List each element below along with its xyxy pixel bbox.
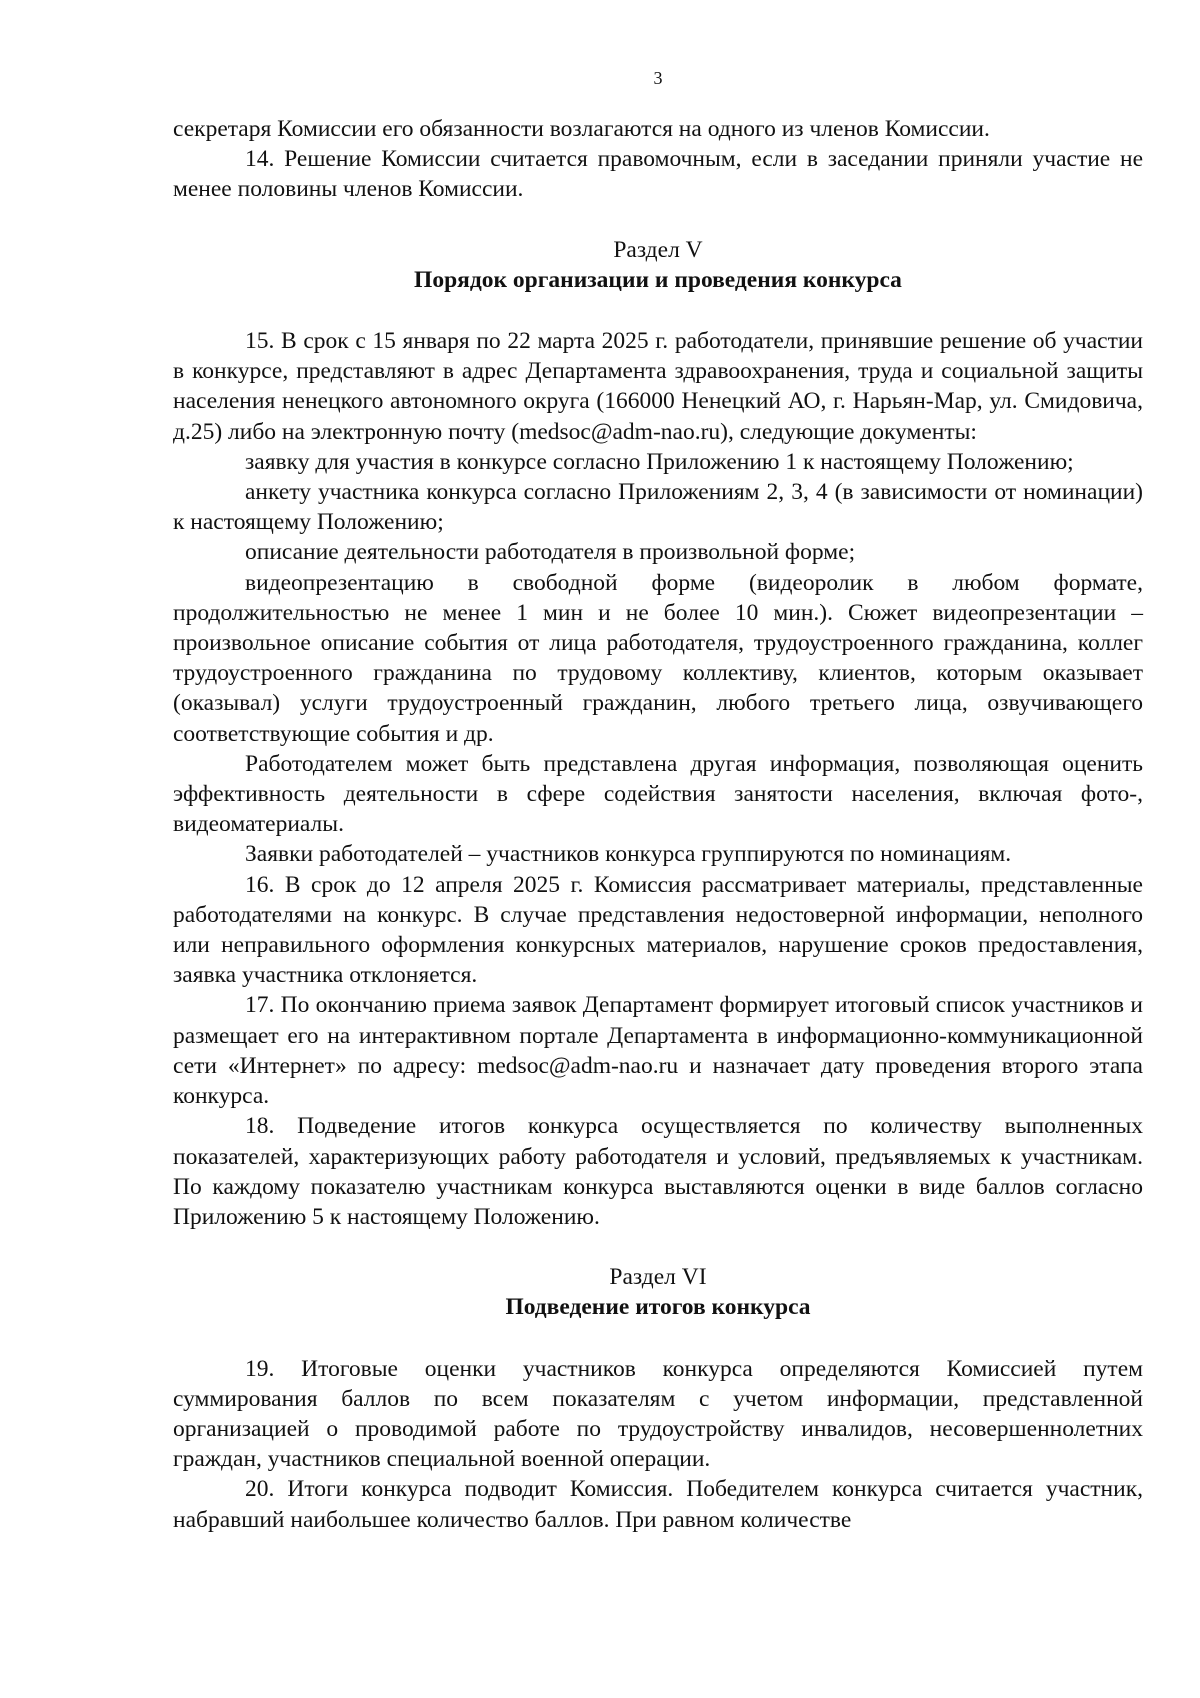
section-number: Раздел VI bbox=[609, 1264, 707, 1291]
section-title: Порядок организации и проведения конкурса bbox=[414, 266, 902, 293]
section-5-heading bbox=[173, 235, 1143, 295]
paragraph: 15. В срок с 15 января по 22 марта 2025 г. работодатели, принявшие решение об участии в конкурсе, представляют в адрес Департамента здравоохранения, труда и социальной защиты населения ненецкого автономного округа (166000 Ненецкий АО, г. Нарьян-Мар, ул. Смидовича, д.25) либо на электронную почту (medsoc@adm-nao.ru), следующие документы: bbox=[173, 328, 1143, 445]
paragraph: 20. Итоги конкурса подводит Комиссия. Победителем конкурса считается участник, набравший наибольшее количество баллов. При равном количестве bbox=[173, 1476, 1143, 1533]
paragraph: анкету участника конкурса согласно Приложениям 2, 3, 4 (в зависимости от номинации) к настоящему Положению; bbox=[173, 479, 1143, 536]
paragraph: 18. Подведение итогов конкурса осуществляется по количеству выполненных показателей, характеризующих работу работодателя и условий, предъявляемых к участникам. По каждому показателю участникам конкурса выставляются оценки в виде баллов согласно Приложению 5 к настоящему Положению. bbox=[173, 1113, 1143, 1230]
paragraph: Работодателем может быть представлена другая информация, позволяющая оценить эффективность деятельности в сфере содействия занятости населения, включая фото-, видеоматериалы. bbox=[173, 750, 1143, 838]
paragraph: видеопрезентацию в свободной форме (видеоролик в любом формате, продолжительностью не менее 1 мин и не более 10 мин.). Сюжет видеопрезентации – произвольное описание события от лица работодателя, трудоустроенного гражданина, коллег трудоустроенного гражданина по трудовому коллективу, клиентов, которым оказывает (оказывал) услуги трудоустроенный гражданин, любого третьего лица, озвучивающего соответствующие события и др. bbox=[173, 569, 1143, 747]
paragraph: 19. Итоговые оценки участников конкурса определяются Комиссией путем суммирования баллов по всем показателям с учетом информации, представленной организацией о проводимой работе по трудоустройству инвалидов, несовершеннолетних граждан, участников специальной военной операции. bbox=[173, 1355, 1143, 1473]
paragraph: секретаря Комиссии его обязанности возлагаются на одного из членов Комиссии. bbox=[173, 116, 990, 142]
paragraph: 14. Решение Комиссии считается правомочным, если в заседании приняли участие не менее половины членов Комиссии. bbox=[173, 146, 1143, 203]
document-page bbox=[173, 68, 1143, 1535]
section-6-heading bbox=[173, 1262, 1143, 1322]
paragraph: Заявки работодателей – участников конкурса группируются по номинациям. bbox=[245, 841, 1012, 868]
paragraph: 16. В срок до 12 апреля 2025 г. Комиссия рассматривает материалы, представленные работодателями на конкурс. В случае представления недостоверной информации, неполного или неправильного оформления конкурсных материалов, нарушение сроков предоставления, заявка участника отклоняется. bbox=[173, 871, 1143, 989]
page-number: 3 bbox=[653, 68, 663, 88]
section-number: Раздел V bbox=[613, 236, 703, 263]
section-5-body bbox=[173, 326, 1143, 1232]
paragraph: описание деятельности работодателя в произвольной форме; bbox=[245, 539, 856, 566]
paragraphs-top bbox=[173, 114, 1143, 205]
section-title: Подведение итогов конкурса bbox=[505, 1294, 811, 1321]
paragraph: заявку для участия в конкурсе согласно Приложению 1 к настоящему Положению; bbox=[245, 448, 1074, 475]
section-6-body bbox=[173, 1354, 1143, 1535]
paragraph: 17. По окончанию приема заявок Департамент формирует итоговый список участников и размещает его на интерактивном портале Департамента в информационно-коммуникационной сети «Интернет» по адресу: medsoc@adm-nao.ru и назначает дату проведения второго этапа конкурса. bbox=[173, 992, 1143, 1110]
